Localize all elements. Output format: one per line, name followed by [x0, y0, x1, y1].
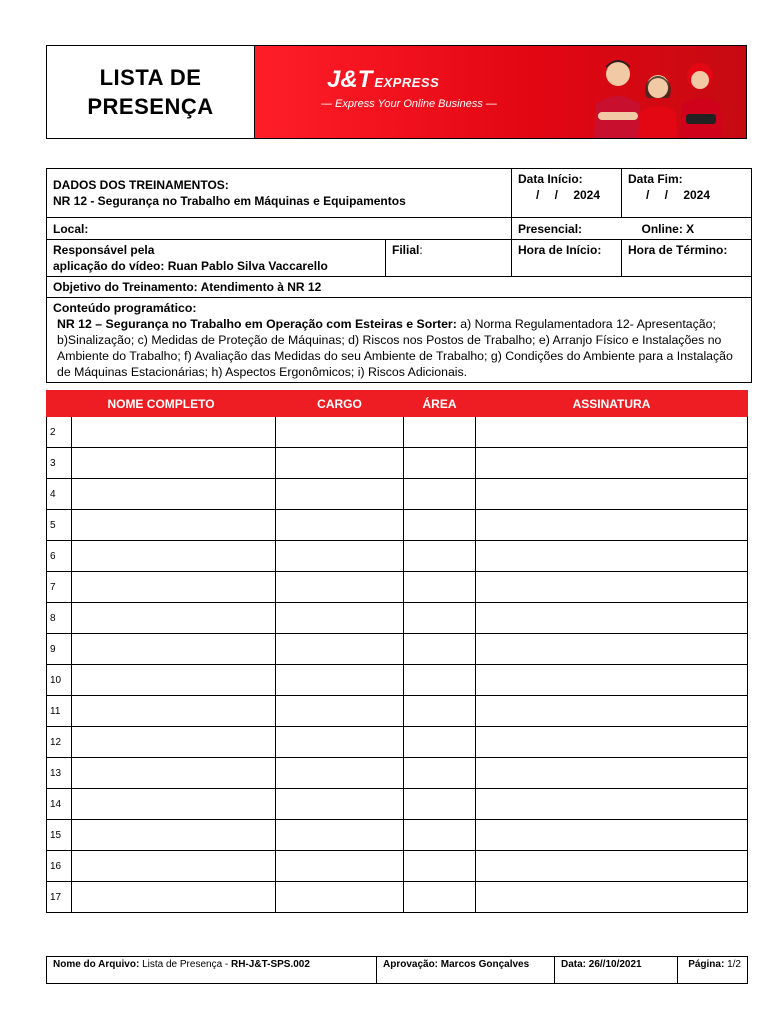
- local-label: Local:: [53, 221, 89, 236]
- area-cell[interactable]: [404, 727, 476, 758]
- assinatura-cell[interactable]: [476, 851, 748, 882]
- nome-cell[interactable]: [72, 510, 276, 541]
- brand-tagline: — Express Your Online Business —: [321, 98, 497, 110]
- assinatura-cell[interactable]: [476, 603, 748, 634]
- assinatura-cell[interactable]: [476, 634, 748, 665]
- page-title: [87, 63, 213, 121]
- cargo-cell[interactable]: [276, 696, 404, 727]
- arquivo-label: Nome do Arquivo:: [53, 959, 140, 970]
- row-number: 6: [47, 541, 72, 572]
- nome-cell[interactable]: [72, 572, 276, 603]
- responsavel-cell: [47, 240, 386, 277]
- area-cell[interactable]: [404, 882, 476, 913]
- person-right: [680, 63, 722, 138]
- title-line-2: PRESENÇA: [87, 94, 214, 119]
- row-number: 17: [47, 882, 72, 913]
- cargo-cell[interactable]: [276, 820, 404, 851]
- data-text: Data: 26//10/2021: [561, 959, 642, 970]
- attendance-table: [46, 390, 748, 913]
- column-nome-completo: NOME COMPLETO: [47, 391, 276, 417]
- nome-cell[interactable]: [72, 696, 276, 727]
- person-middle: [638, 75, 678, 138]
- objetivo-text: Objetivo do Treinamento: Atendimento à NR 12: [53, 280, 322, 294]
- hora-inicio-label: Hora de Início:: [518, 243, 602, 257]
- attendance-rows: [47, 417, 748, 913]
- conteudo-text: a) Norma Regulamentadora 12- Apresentação; b)Sinalização; c) Medidas de Proteção de Máquinas; d) Riscos nos Postos de Trabalho; e) Arranjo Físico e Instalações no Ambiente do Trabalho; f) Avaliação das Medidas do seu Ambiente de Trabalho; g) Condições do Ambiente para a Instalação de Máquinas Estacionárias; h) Aspectos Ergonômicos; i) Riscos Adicionais.: [57, 317, 733, 379]
- objetivo-cell: [47, 277, 752, 298]
- hora-termino-cell[interactable]: [622, 240, 752, 277]
- responsavel-line-1: Responsável pela: [53, 243, 155, 257]
- brand-logo: [327, 66, 439, 94]
- assinatura-cell[interactable]: [476, 448, 748, 479]
- footer-data: [555, 957, 678, 984]
- table-row: [47, 510, 748, 541]
- assinatura-cell[interactable]: [476, 758, 748, 789]
- conteudo-body: [53, 316, 745, 380]
- aprovacao-text: Aprovação: Marcos Gonçalves: [383, 959, 530, 970]
- column-cargo: CARGO: [276, 391, 404, 417]
- assinatura-cell[interactable]: [476, 789, 748, 820]
- brand-banner: [255, 46, 746, 138]
- footer-pagina: [678, 957, 748, 984]
- cargo-cell[interactable]: [276, 882, 404, 913]
- data-fim-label: Data Fim:: [628, 172, 683, 186]
- nome-cell[interactable]: [72, 603, 276, 634]
- document-footer: [46, 956, 748, 984]
- area-cell[interactable]: [404, 448, 476, 479]
- footer-aprovacao: [377, 957, 555, 984]
- assinatura-cell[interactable]: [476, 820, 748, 851]
- area-cell[interactable]: [404, 696, 476, 727]
- assinatura-cell[interactable]: [476, 727, 748, 758]
- dados-treinamentos-cell: [47, 169, 512, 218]
- staff-people-illustration: [586, 52, 736, 138]
- cargo-cell[interactable]: [276, 665, 404, 696]
- column-area: ÁREA: [404, 391, 476, 417]
- cargo-cell[interactable]: [276, 448, 404, 479]
- arquivo-code: RH-J&T-SPS.002: [231, 959, 310, 970]
- assinatura-cell[interactable]: [476, 696, 748, 727]
- cargo-cell[interactable]: [276, 510, 404, 541]
- brand-sub: EXPRESS: [374, 75, 440, 90]
- filial-colon: :: [419, 243, 423, 257]
- assinatura-cell[interactable]: [476, 572, 748, 603]
- row-number: 2: [47, 417, 72, 448]
- dados-label: DADOS DOS TREINAMENTOS:: [53, 178, 229, 192]
- data-inicio-label: Data Início:: [518, 172, 583, 186]
- table-row: [47, 665, 748, 696]
- cargo-cell[interactable]: [276, 541, 404, 572]
- training-info-table: [46, 168, 752, 383]
- conteudo-label: Conteúdo programático:: [53, 301, 197, 315]
- filial-label: Filial: [392, 243, 420, 257]
- area-cell[interactable]: [404, 665, 476, 696]
- nome-cell[interactable]: [72, 820, 276, 851]
- table-row: [47, 851, 748, 882]
- hora-termino-label: Hora de Término:: [628, 243, 728, 257]
- arquivo-value: Lista de Presença -: [139, 959, 232, 970]
- responsavel-line-2: aplicação do vídeo: Ruan Pablo Silva Vaccarello: [53, 259, 328, 273]
- data-inicio-cell[interactable]: [512, 169, 622, 218]
- data-fim-value: / / 2024: [646, 188, 711, 202]
- area-cell[interactable]: [404, 851, 476, 882]
- brand-name: J&T: [327, 66, 373, 93]
- area-cell[interactable]: [404, 820, 476, 851]
- row-number: 5: [47, 510, 72, 541]
- row-number: 10: [47, 665, 72, 696]
- cargo-cell[interactable]: [276, 758, 404, 789]
- document-header: [46, 45, 747, 139]
- online-cell[interactable]: [622, 218, 752, 240]
- assinatura-cell[interactable]: [476, 479, 748, 510]
- nome-cell[interactable]: [72, 479, 276, 510]
- nome-cell[interactable]: [72, 448, 276, 479]
- row-number: 16: [47, 851, 72, 882]
- cargo-cell[interactable]: [276, 603, 404, 634]
- table-row: [47, 634, 748, 665]
- person-left: [594, 60, 642, 138]
- row-number: 12: [47, 727, 72, 758]
- nome-cell[interactable]: [72, 882, 276, 913]
- table-row: [47, 603, 748, 634]
- area-cell[interactable]: [404, 572, 476, 603]
- assinatura-cell[interactable]: [476, 541, 748, 572]
- nome-cell[interactable]: [72, 634, 276, 665]
- nome-cell[interactable]: [72, 541, 276, 572]
- cargo-cell[interactable]: [276, 727, 404, 758]
- table-row: [47, 541, 748, 572]
- table-row: [47, 479, 748, 510]
- pagina-label: Página:: [688, 959, 725, 970]
- area-cell[interactable]: [404, 510, 476, 541]
- table-row: [47, 696, 748, 727]
- row-number: 15: [47, 820, 72, 851]
- area-cell[interactable]: [404, 603, 476, 634]
- table-row: [47, 789, 748, 820]
- cargo-cell[interactable]: [276, 417, 404, 448]
- area-cell[interactable]: [404, 541, 476, 572]
- assinatura-cell[interactable]: [476, 510, 748, 541]
- table-row: [47, 820, 748, 851]
- table-row: [47, 882, 748, 913]
- row-number: 7: [47, 572, 72, 603]
- local-cell[interactable]: [47, 218, 512, 240]
- table-row: [47, 572, 748, 603]
- row-number: 3: [47, 448, 72, 479]
- hora-inicio-cell[interactable]: [512, 240, 622, 277]
- cargo-cell[interactable]: [276, 479, 404, 510]
- row-number: 4: [47, 479, 72, 510]
- presencial-cell[interactable]: [512, 218, 622, 240]
- column-assinatura: ASSINATURA: [476, 391, 748, 417]
- data-fim-cell[interactable]: [622, 169, 752, 218]
- pagina-value: 1/2: [724, 959, 741, 970]
- title-line-1: LISTA DE: [99, 65, 202, 90]
- footer-arquivo: [47, 957, 377, 984]
- area-cell[interactable]: [404, 417, 476, 448]
- nome-cell[interactable]: [72, 665, 276, 696]
- nome-cell[interactable]: [72, 851, 276, 882]
- presencial-label: Presencial:: [518, 221, 583, 236]
- row-number: 8: [47, 603, 72, 634]
- assinatura-cell[interactable]: [476, 417, 748, 448]
- cargo-cell[interactable]: [276, 634, 404, 665]
- area-cell[interactable]: [404, 479, 476, 510]
- nome-cell[interactable]: [72, 789, 276, 820]
- assinatura-cell[interactable]: [476, 882, 748, 913]
- conteudo-bold: NR 12 – Segurança no Trabalho em Operação com Esteiras e Sorter:: [57, 317, 457, 331]
- row-number: 11: [47, 696, 72, 727]
- attendance-header-row: [47, 391, 748, 417]
- row-number: 9: [47, 634, 72, 665]
- table-row: [47, 727, 748, 758]
- cargo-cell[interactable]: [276, 789, 404, 820]
- dados-value: NR 12 - Segurança no Trabalho em Máquinas e Equipamentos: [53, 194, 406, 208]
- cargo-cell[interactable]: [276, 851, 404, 882]
- area-cell[interactable]: [404, 634, 476, 665]
- cargo-cell[interactable]: [276, 572, 404, 603]
- data-inicio-value: / / 2024: [536, 188, 601, 202]
- row-number: 13: [47, 758, 72, 789]
- assinatura-cell[interactable]: [476, 665, 748, 696]
- row-number: 14: [47, 789, 72, 820]
- filial-cell[interactable]: [386, 240, 512, 277]
- title-box: [47, 46, 255, 138]
- table-row: [47, 417, 748, 448]
- table-row: [47, 448, 748, 479]
- nome-cell[interactable]: [72, 727, 276, 758]
- online-label: Online: X: [641, 221, 695, 236]
- area-cell[interactable]: [404, 789, 476, 820]
- conteudo-cell: [47, 298, 752, 383]
- nome-cell[interactable]: [72, 417, 276, 448]
- table-row: [47, 758, 748, 789]
- area-cell[interactable]: [404, 758, 476, 789]
- nome-cell[interactable]: [72, 758, 276, 789]
